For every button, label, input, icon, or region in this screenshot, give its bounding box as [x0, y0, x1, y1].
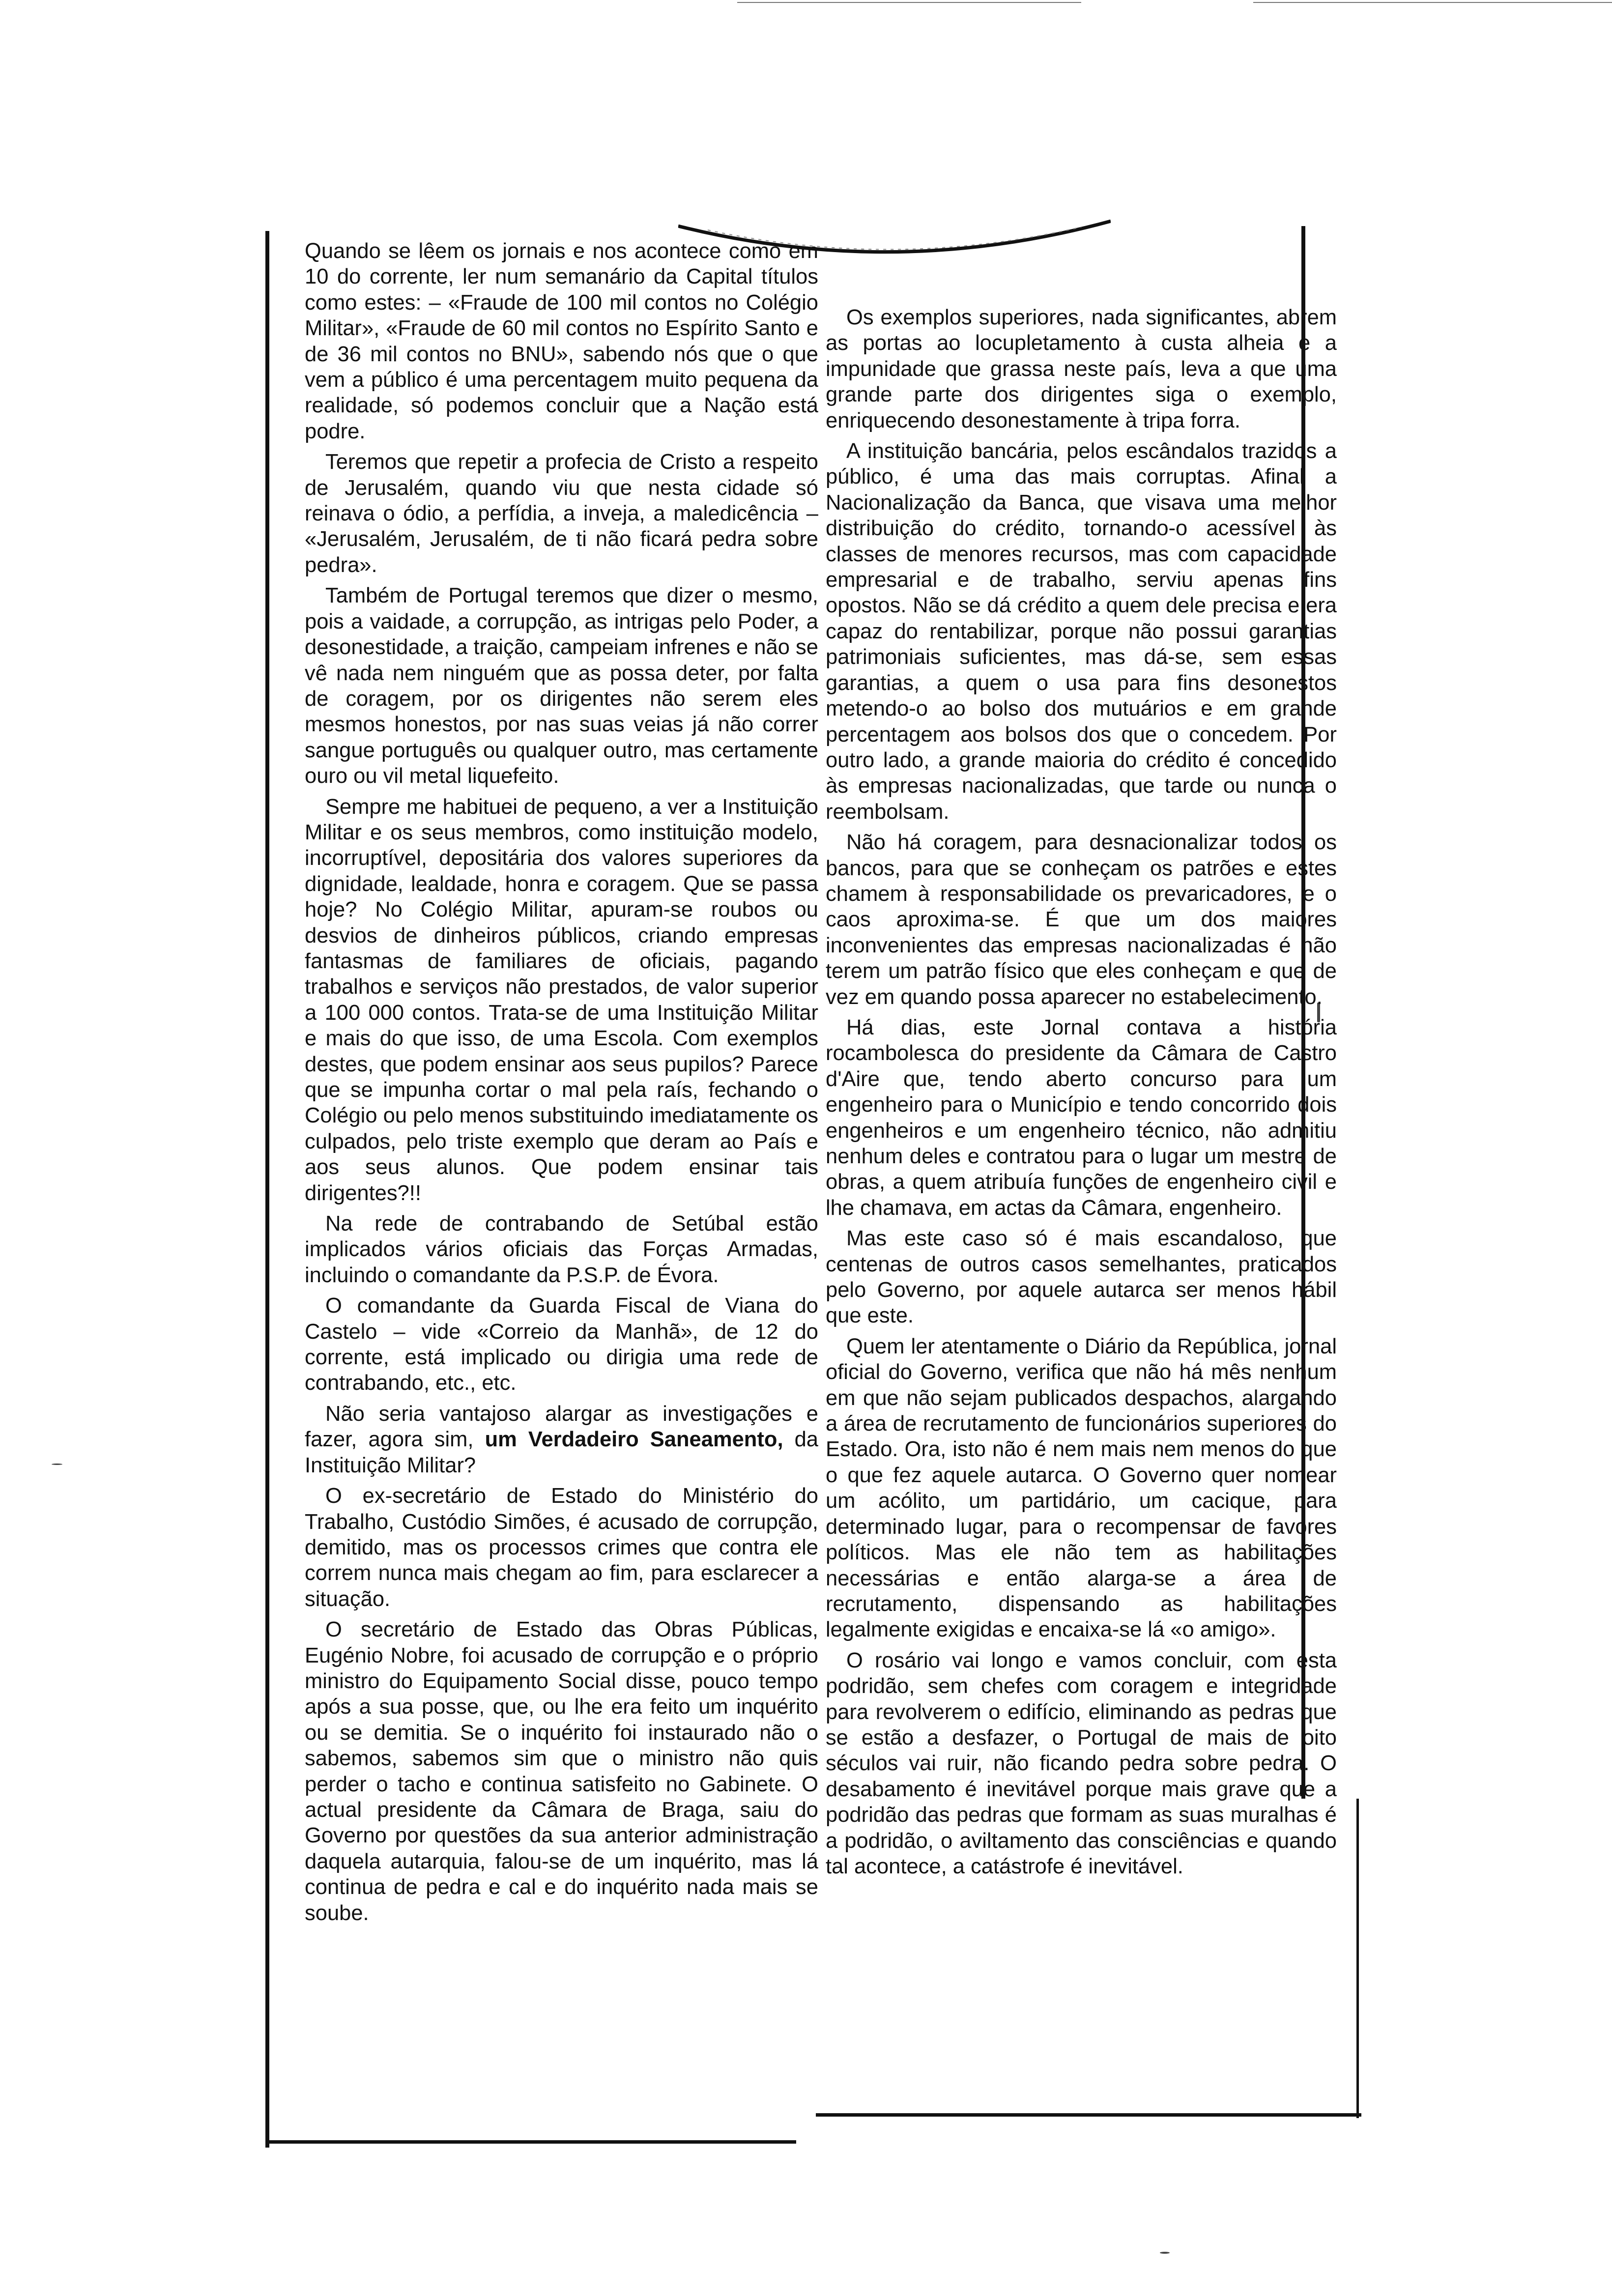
right-column	[826, 305, 1337, 1884]
scan-speck	[1160, 2252, 1170, 2254]
left-paragraph-3: Também de Portugal teremos que dizer o mesmo, pois a vaidade, a corrupção, as intrigas pelo Poder, a desonestidade, a traição, campeiam infrenes e não se vê nada nem ninguém que as possa deter, por falta de coragem, por os dirigentes não serem eles mesmos honestos, por nas suas veias já não correr sangue português ou qualquer outro, mas certamente ouro ou vil metal liquefeito.	[305, 584, 818, 788]
scan-border-top	[737, 2, 1081, 3]
left-paragraph-4: Sempre me habituei de pequeno, a ver a Instituição Militar e os seus membros, como instituição modelo, incorruptível, depositária dos valores superiores da dignidade, lealdade, honra e coragem. Que se passa hoje? No Colégio Militar, apuram-se roubos ou desvios de dinheiros públicos, criando empresas fantasmas de familiares de oficiais, pagando trabalhos e serviços não prestados, de valor superior a 100 000 contos. Trata-se de uma Instituição Militar e mais do que isso, de uma Escola. Com exemplos destes, que podem ensinar aos seus pupilos? Parece que se impunha cortar o mal pela raís, fechando o Colégio ou pelo menos substituindo imediatamente os culpados, pelo triste exemplo que deram ao País e aos seus alunos. Que podem ensinar tais dirigentes?!!	[305, 795, 818, 1205]
left-paragraph-1: Quando se lêem os jornais e nos acontece como em 10 do corrente, ler num semanário da Capital títulos como estes: – «Fraude de 100 mil contos no Colégio Militar», «Fraude de 60 mil contos no Espírito Santo e de 36 mil contos no BNU», sabendo nós que o que vem a público é uma percentagem muito pequena da realidade, só podemos concluir que a Nação está podre.	[305, 239, 818, 443]
right-paragraph-5: Mas este caso só é mais escandaloso, que centenas de outros casos semelhantes, praticados pelo Governo, por aquele autarca ser menos hábil que este.	[826, 1227, 1337, 1328]
right-paragraph-6: Quem ler atentamente o Diário da República, jornal oficial do Governo, verifica que não há mês nenhum em que não sejam publicados despachos, alargando a área de recrutamento de funcionários superiores do Estado. Ora, isto não é nem mais nem menos do que o que fez aquele autarca. O Governo quer nomear um acólito, um partidário, um cacique, para determinado lugar, para o recompensar de favores políticos. Mas ele não tem as habilitações necessárias e então alarga-se a área de recrutamento, dispensando as habilitações legalmente exigidas e encaixa-se lá «o amigo».	[826, 1334, 1337, 1642]
right-paragraph-7: O rosário vai longo e vamos concluir, com esta podridão, sem chefes com coragem e integridade para revolverem o edifício, eliminando as pedras que se estão a desfazer, o Portugal de mais de oito séculos vai ruir, não ficando pedra sobre pedra. O desabamento é inevitável porque mais grave que a podridão das pedras que formam as suas muralhas é a podridão, o aviltamento das consciências e quando tal acontece, a catástrofe é inevitável.	[826, 1648, 1337, 1878]
left-paragraph-6: O comandante da Guarda Fiscal de Viana do Castelo – vide «Correio da Manhã», de 12 do corrente, está implicado ou dirigia uma rede de contrabando, etc., etc.	[305, 1294, 818, 1395]
right-paragraph-1: Os exemplos superiores, nada significantes, abrem as portas ao locupletamento à custa alheia e a impunidade que grassa neste país, leva a que uma grande parte dos dirigentes siga o exemplo, enriquecendo desonestamente à tripa forra.	[826, 306, 1337, 432]
newspaper-clipping	[265, 231, 1361, 2143]
verdadeiro-saneamento-emphasis: um Verdadeiro Saneamento,	[485, 1428, 783, 1452]
left-paragraph-7-start: Não seria vantajoso alargar as investigações e fazer, agora sim,	[305, 1402, 818, 1452]
left-paragraph-8: O ex-secretário de Estado do Ministério do Trabalho, Custódio Simões, é acusado de corrupção, demitido, mas os processos crimes que contra ele correm nunca mais chegam ao fim, para esclarecer a situação.	[305, 1484, 818, 1611]
left-column	[305, 238, 818, 1931]
scan-border-top-right	[1253, 2, 1612, 3]
left-paragraph-9: O secretário de Estado das Obras Públicas, Eugénio Nobre, foi acusado de corrupção e o próprio ministro do Equipamento Social disse, pouco tempo após a sua posse, que, ou lhe era feito um inquérito ou se demitia. Se o inquérito foi instaurado não o sabemos, sabemos sim que o ministro não quis perder o tacho e continua satisfeito no Gabinete. O actual presidente da Câmara de Braga, saiu do Governo por questões da sua anterior administração daquela autarquia, falou-se de um inquérito, mas lá continua de pedra e cal e do inquérito nada mais se soube.	[305, 1618, 818, 1925]
right-paragraph-3: Não há coragem, para desnacionalizar todos os bancos, para que se conheçam os patrões e estes chamem à responsabilidade os prevaricadores, e o caos aproxima-se. É que um dos maiores inconvenientes das empresas nacionalizadas é não terem um patrão físico que eles conheçam e que de vez em quando possa aparecer no estabelecimento.	[826, 831, 1337, 1009]
left-paragraph-2: Teremos que repetir a profecia de Cristo a respeito de Jerusalém, quando viu que nesta cidade só reinava o ódio, a perfídia, a inveja, a maledicência – «Jerusalém, Jerusalém, de ti não ficará pedra sobre pedra».	[305, 450, 818, 577]
right-paragraph-4: Há dias, este Jornal contava a história rocambolesca do presidente da Câmara de Castro d'Aire que, tendo aberto concurso para um engenheiro para o Município e tendo concorrido dois engenheiros e um engenheiro técnico, não admitiu nenhum deles e contratou para o lugar um mestre de obras, a quem atribuía funções de engenheiro civil e lhe chamava, em actas da Câmara, engenheiro.	[826, 1015, 1337, 1220]
left-paragraph-7-end: da Instituição Militar?	[305, 1428, 818, 1477]
left-paragraph-5: Na rede de contrabando de Setúbal estão implicados vários oficiais das Forças Armadas, incluindo o comandante da P.S.P. de Évora.	[305, 1212, 818, 1287]
right-paragraph-2: A instituição bancária, pelos escândalos trazidos a público, é uma das mais corruptas. Afinal a Nacionalização da Banca, que visava uma melhor distribuição do crédito, tornando-o acessível às classes de menores recursos, mas com capacidade empresarial e de trabalho, serviu apenas fins opostos. Não se dá crédito a quem dele precisa e era capaz do rentabilizar, porque não possui garantias patrimoniais suficientes, mas dá-se, sem essas garantias, a quem o usa para fins desonestos metendo-o ao bolso dos mutuários e em grande percentagem aos bolsos dos que o concedem. Por outro lado, a grande maioria do crédito é concedido às empresas nacionalizadas, que tarde ou nunca o reembolsam.	[826, 439, 1337, 824]
scan-speck	[52, 1464, 62, 1465]
left-paragraph-7	[305, 1401, 818, 1478]
